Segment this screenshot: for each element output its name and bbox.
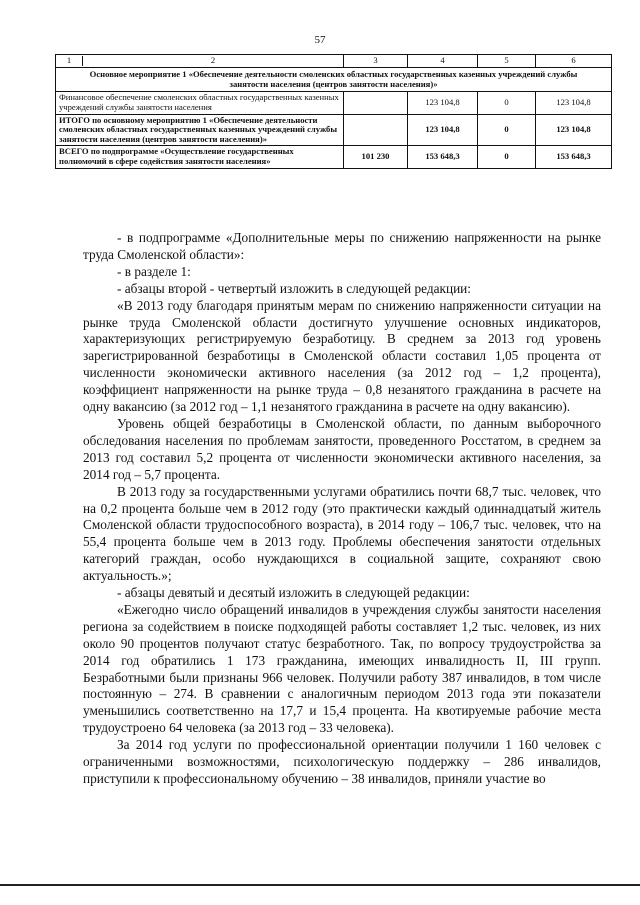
paragraph: - в разделе 1: [117,263,191,279]
table-cell: 123 104,8 [536,92,612,114]
table-cell: 153 648,3 [536,146,612,168]
table-cell: 0 [478,146,536,168]
budget-table [55,54,612,169]
paragraph: «В 2013 году благодаря принятым мерам по снижению напряженности ситуации на рынке труда Смоленской области достигнуто улучшение основных индикаторов, характеризующих регистрируемую безработицу. В среднем за 2013 год уровень зарегистрированной безработицы в Смоленской области составил 1,05 процента от численности экономически активного населения (за 2012 год – 1,2 процента), коэффициент напряженности на рынке труда – 0,8 незанятого гражданина в расчете на одну вакансию (за 2012 год – 1,1 незанятого гражданина в расчете на одну вакансию). [83,297,601,415]
table-cell: 0 [478,114,536,146]
paragraph: - абзацы второй - четвертый изложить в следующей редакции: [117,280,471,296]
table-cell [344,92,408,114]
table-header-col2: 2 [210,55,216,66]
table-row-label: Финансовое обеспечение смоленских областных государственных казенных учреждений службы занятости населения [56,92,344,114]
table-cell: 153 648,3 [408,146,478,168]
table-cell [344,114,408,146]
paragraph: - в подпрограмме «Дополнительные меры по снижению напряженности на рынке труда Смоленской области»: [83,230,601,262]
table-row-label: ВСЕГО по подпрограмме «Осуществление государственных полномочий в сфере содействия занятости населения» [56,146,344,168]
table-header-col4: 4 [408,55,478,68]
table-cell: 123 104,8 [408,92,478,114]
table-section-title: Основное мероприятие 1 «Обеспечение деятельности смоленских областных государственных казенных учреждений службы занятости населения (центров занятости населения)» [56,68,612,92]
table-cell: 101 230 [344,146,408,168]
paragraph: В 2013 году за государственными услугами обратились почти 68,7 тыс. человек, что на 0,2 процента больше чем в 2012 году (это практически каждый одиннадцатый житель Смоленской области трудоспособного возраста), в 2014 году – 106,7 тыс. человек, что на 55,4 процента больше чем в 2013 году. Проблемы обеспечения занятости отдельных категорий граждан, особо нуждающихся в социальной защите, сохраняют свою актуальность.»; [83,483,601,584]
table-section-row [56,68,612,92]
footer-rule [0,884,640,886]
table-header-row [56,55,612,68]
table-header-cell [56,55,344,68]
table-header-col1: 1 [56,56,83,66]
table-row [56,146,612,168]
paragraph: Уровень общей безработицы в Смоленской области, по данным выборочного обследования населения по проблемам занятости, проведенного Росстатом, в среднем за 2013 год составил 5,2 процента от численности экономически активного населения, за 2014 год – 5,7 процента. [83,415,601,482]
table-header-col6: 6 [536,55,612,68]
table-cell: 123 104,8 [408,114,478,146]
paragraph: «Ежегодно число обращений инвалидов в учреждения службы занятости населения региона за содействием в поиске подходящей работы составляет 1,2 тыс. человек, из них около 90 процентов получают статус безработного. Так, по вопросу трудоустройства за 2014 год обратились 1 173 гражданина, имеющих инвалидность II, III групп. Безработными были признаны 966 человек. Получили работу 387 инвалидов, в том числе постоянную – 274. В сравнении с аналогичным периодом 2013 года эти показатели уменьшились соответственно на 17,7 и 15,4 процента. На квотируемые рабочие места трудоустроено 64 человека (за 2013 год – 33 человека). [83,601,601,736]
page-number: 57 [314,34,326,46]
table-row [56,92,612,114]
document-body [83,230,601,788]
paragraph: За 2014 год услуги по профессиональной ориентации получили 1 160 человек с ограниченными возможностями, психологическую поддержку – 286 инвалидов, приступили к профессиональному обучению – 38 инвалидов, приняли участие во [83,737,601,786]
table-cell: 123 104,8 [536,114,612,146]
paragraph: - абзацы девятый и десятый изложить в следующей редакции: [117,585,470,601]
table-row [56,114,612,146]
table-header-col3: 3 [344,55,408,68]
table-cell: 0 [478,92,536,114]
table-header-col5: 5 [478,55,536,68]
table-row-label: ИТОГО по основному мероприятию 1 «Обеспечение деятельности смоленских областных государственных казенных учреждений службы занятости населения (центров занятости населения)» [56,114,344,146]
